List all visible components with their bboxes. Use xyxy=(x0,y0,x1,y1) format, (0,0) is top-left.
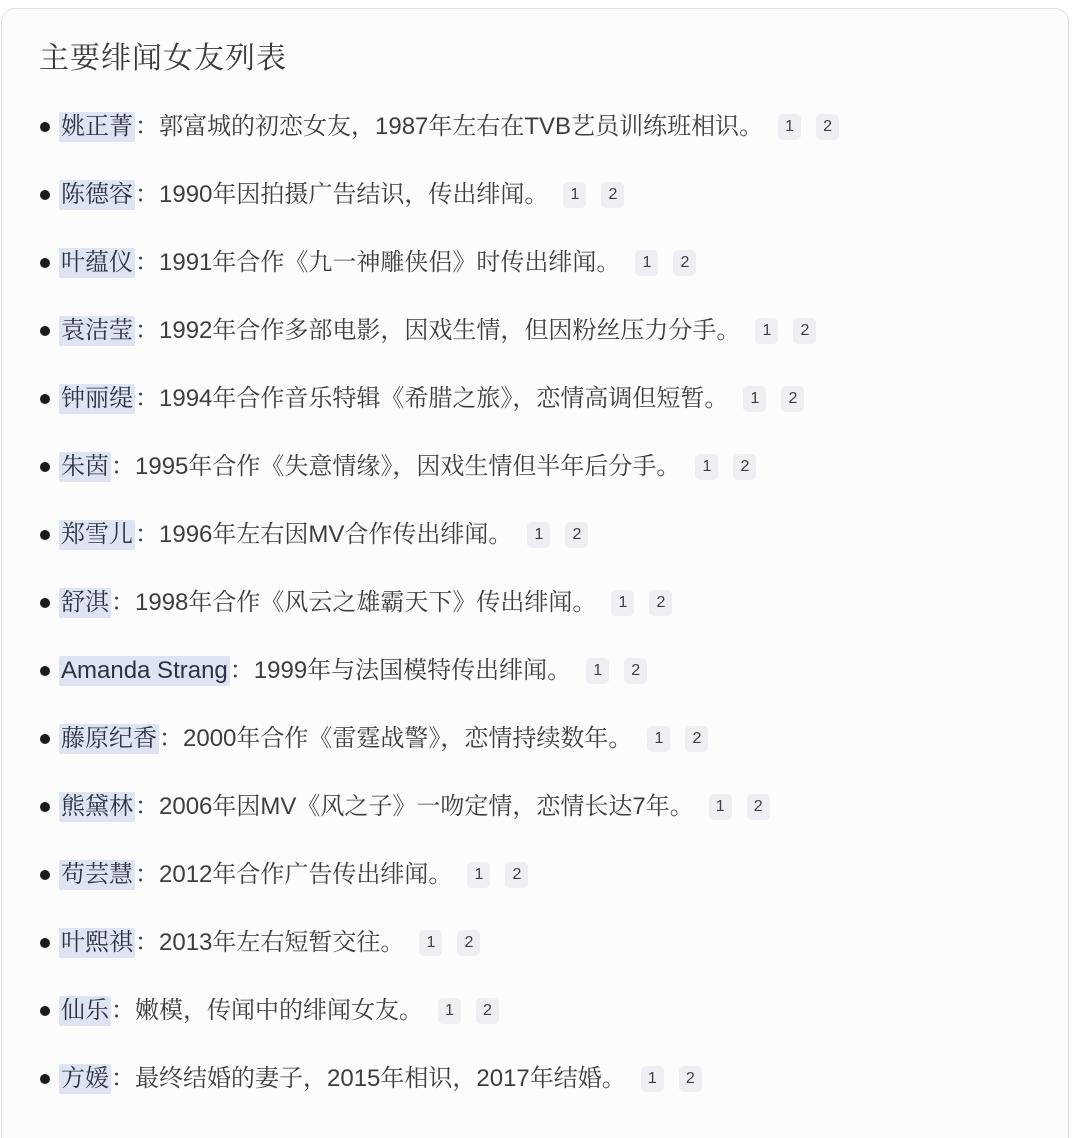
item-description: 1994年合作音乐特辑《希腊之旅》，恋情高调但短暂。 xyxy=(159,385,729,412)
citation-chip[interactable]: 2 xyxy=(793,318,816,344)
person-name[interactable]: Amanda Strang xyxy=(61,657,228,684)
list-item xyxy=(59,994,1068,1028)
page-title: 主要绯闻女友列表 xyxy=(39,42,287,75)
citation-chip[interactable]: 1 xyxy=(563,182,586,208)
item-description: 1990年因拍摄广告结识，传出绯闻。 xyxy=(159,181,549,208)
citation-group xyxy=(632,722,708,756)
citation-chip[interactable]: 1 xyxy=(647,726,670,752)
name-separator: ： xyxy=(135,793,159,820)
person-name[interactable]: 方媛 xyxy=(61,1065,109,1092)
name-separator: ： xyxy=(111,589,135,616)
item-description: 2012年合作广告传出绯闻。 xyxy=(159,861,453,888)
citation-chip[interactable]: 1 xyxy=(743,386,766,412)
item-description: 嫩模，传闻中的绯闻女友。 xyxy=(135,997,423,1024)
content-card xyxy=(1,8,1069,1138)
citation-chip[interactable]: 2 xyxy=(624,658,647,684)
list-item xyxy=(59,178,1068,212)
name-separator: ： xyxy=(135,385,159,412)
person-name[interactable]: 叶蕴仪 xyxy=(61,249,133,276)
name-separator: ： xyxy=(135,317,159,344)
citation-chip[interactable]: 1 xyxy=(755,318,778,344)
citation-chip[interactable]: 2 xyxy=(505,862,528,888)
item-description: 郭富城的初恋女友，1987年左右在TVB艺员训练班相识。 xyxy=(159,113,764,140)
name-separator: ： xyxy=(111,453,135,480)
name-separator: ： xyxy=(159,725,183,752)
person-name[interactable]: 叶熙祺 xyxy=(61,929,133,956)
citation-group xyxy=(548,178,624,212)
person-name[interactable]: 袁洁莹 xyxy=(61,317,133,344)
person-name[interactable]: 朱茵 xyxy=(61,453,109,480)
item-description: 1995年合作《失意情缘》，因戏生情但半年后分手。 xyxy=(135,453,681,480)
name-separator: ： xyxy=(135,113,159,140)
citation-group xyxy=(740,314,816,348)
list-item xyxy=(59,722,1068,756)
name-separator: ： xyxy=(229,657,254,684)
citation-chip[interactable]: 1 xyxy=(778,114,801,140)
list-item xyxy=(59,110,1068,144)
person-name[interactable]: 仙乐 xyxy=(61,997,109,1024)
list-item xyxy=(59,654,1068,688)
citation-chip[interactable]: 1 xyxy=(419,930,442,956)
bullet-icon xyxy=(40,258,50,268)
citation-chip[interactable]: 2 xyxy=(673,250,696,276)
citation-chip[interactable]: 2 xyxy=(457,930,480,956)
list-item xyxy=(59,450,1068,484)
bullet-icon xyxy=(40,190,50,200)
bullet-icon xyxy=(40,326,50,336)
list-item xyxy=(59,790,1068,824)
name-separator: ： xyxy=(135,861,159,888)
list-item xyxy=(59,246,1068,280)
citation-chip[interactable]: 1 xyxy=(467,862,490,888)
bullet-icon xyxy=(40,938,50,948)
citation-group xyxy=(571,654,647,688)
person-name[interactable]: 郑雪儿 xyxy=(61,521,133,548)
bullet-icon xyxy=(40,734,50,744)
bullet-icon xyxy=(40,122,50,132)
citation-chip[interactable]: 1 xyxy=(695,454,718,480)
citation-chip[interactable]: 1 xyxy=(611,590,634,616)
citation-chip[interactable]: 2 xyxy=(601,182,624,208)
list-item xyxy=(59,586,1068,620)
name-separator: ： xyxy=(111,1065,135,1092)
bullet-icon xyxy=(40,598,50,608)
person-name[interactable]: 熊黛林 xyxy=(61,793,133,820)
citation-group xyxy=(763,110,839,144)
citation-chip[interactable]: 2 xyxy=(816,114,839,140)
name-separator: ： xyxy=(135,929,159,956)
person-name[interactable]: 藤原纪香 xyxy=(61,725,157,752)
list-item xyxy=(59,1062,1068,1096)
list-item xyxy=(59,518,1068,552)
citation-group xyxy=(404,926,480,960)
citation-group xyxy=(728,382,804,416)
citation-chip[interactable]: 1 xyxy=(586,658,609,684)
item-description: 1992年合作多部电影，因戏生情，但因粉丝压力分手。 xyxy=(159,317,741,344)
girlfriend-list xyxy=(2,110,1068,1096)
bullet-icon xyxy=(40,462,50,472)
name-separator: ： xyxy=(135,249,159,276)
citation-chip[interactable]: 2 xyxy=(649,590,672,616)
name-separator: ： xyxy=(135,521,159,548)
item-description: 2000年合作《雷霆战警》，恋情持续数年。 xyxy=(183,725,633,752)
citation-chip[interactable]: 1 xyxy=(527,522,550,548)
person-name[interactable]: 姚正菁 xyxy=(61,113,133,140)
bullet-icon xyxy=(40,1074,50,1084)
bullet-icon xyxy=(40,802,50,812)
citation-chip[interactable]: 1 xyxy=(641,1066,664,1092)
citation-group xyxy=(626,1062,702,1096)
citation-chip[interactable]: 1 xyxy=(709,794,732,820)
citation-chip[interactable]: 2 xyxy=(476,998,499,1024)
item-description: 1998年合作《风云之雄霸天下》传出绯闻。 xyxy=(135,589,597,616)
bullet-icon xyxy=(40,870,50,880)
list-item xyxy=(59,858,1068,892)
citation-group xyxy=(423,994,499,1028)
person-name[interactable]: 钟丽缇 xyxy=(61,385,133,412)
citation-chip[interactable]: 2 xyxy=(781,386,804,412)
citation-chip[interactable]: 1 xyxy=(438,998,461,1024)
citation-chip[interactable]: 2 xyxy=(733,454,756,480)
person-name[interactable]: 苟芸慧 xyxy=(61,861,133,888)
bullet-icon xyxy=(40,1006,50,1016)
item-description: 最终结婚的妻子，2015年相识，2017年结婚。 xyxy=(135,1065,626,1092)
person-name[interactable]: 陈德容 xyxy=(61,181,133,208)
bullet-icon xyxy=(40,530,50,540)
citation-group xyxy=(452,858,528,892)
citation-group xyxy=(596,586,672,620)
citation-group xyxy=(680,450,756,484)
bullet-icon xyxy=(40,394,50,404)
citation-group xyxy=(694,790,770,824)
item-description: 1991年合作《九一神雕侠侣》时传出绯闻。 xyxy=(159,249,621,276)
person-name[interactable]: 舒淇 xyxy=(61,589,109,616)
item-description: 2013年左右短暂交往。 xyxy=(159,929,405,956)
list-item xyxy=(59,382,1068,416)
citation-chip[interactable]: 2 xyxy=(679,1066,702,1092)
item-description: 1999年与法国模特传出绯闻。 xyxy=(253,657,572,684)
item-description: 1996年左右因MV合作传出绯闻。 xyxy=(159,521,513,548)
list-item xyxy=(59,926,1068,960)
citation-chip[interactable]: 2 xyxy=(747,794,770,820)
list-item xyxy=(59,314,1068,348)
name-separator: ： xyxy=(135,181,159,208)
name-separator: ： xyxy=(111,997,135,1024)
item-description: 2006年因MV《风之子》一吻定情，恋情长达7年。 xyxy=(159,793,694,820)
bullet-icon xyxy=(40,666,50,676)
citation-chip[interactable]: 1 xyxy=(635,250,658,276)
citation-chip[interactable]: 2 xyxy=(565,522,588,548)
citation-group xyxy=(620,246,696,280)
citation-group xyxy=(512,518,588,552)
citation-chip[interactable]: 2 xyxy=(685,726,708,752)
